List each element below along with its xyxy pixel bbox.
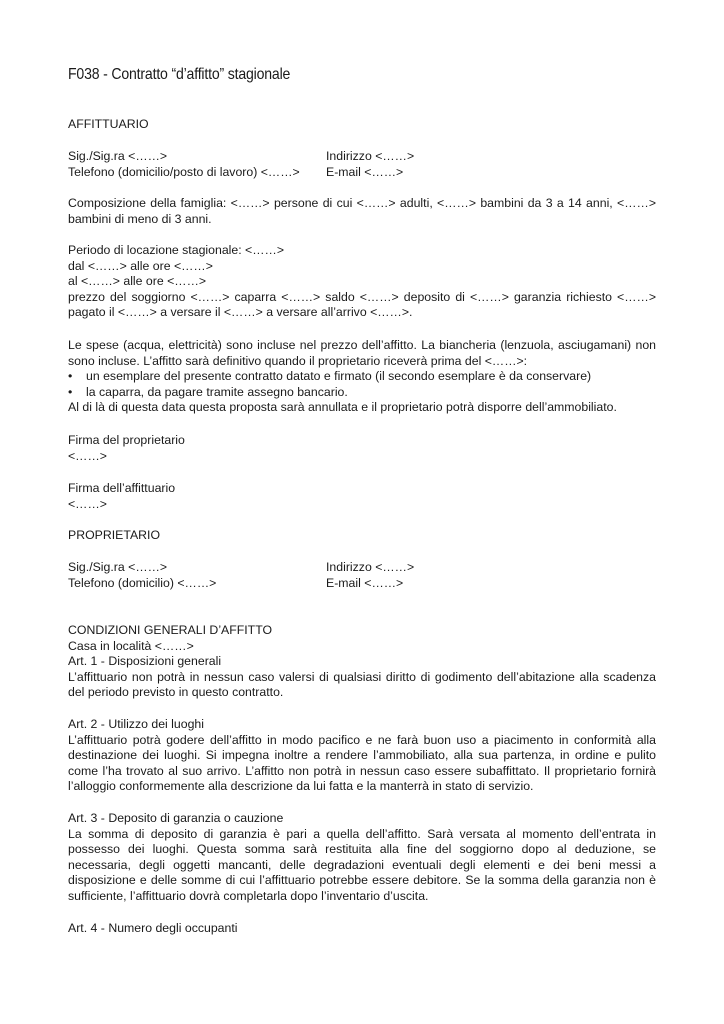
periodo-dal: dal <……> alle ore <……> (68, 258, 213, 273)
proprietario-indirizzo: Indirizzo <……> (326, 560, 415, 574)
firma-affittuario-label: Firma dell’affittuario (68, 481, 176, 495)
proprietario-contacts (68, 560, 656, 591)
affittuario-telefono: Telefono (domicilio/posto di lavoro) <……> (68, 164, 300, 179)
periodo-locazione: Periodo di locazione stagionale: <……> (68, 243, 285, 257)
affittuario-heading: AFFITTUARIO (68, 117, 149, 131)
proprietario-email: E-mail <……> (326, 575, 404, 590)
art2-block (68, 717, 656, 795)
proprietario-telefono: Telefono (domicilio) <……> (68, 575, 217, 590)
periodo-block (68, 243, 656, 321)
prezzo-soggiorno: prezzo del soggiorno <……> caparra <……> saldo <……> deposito di <……> garanzia richiesto <……> pagato il <……> a versare il <……> a versare all’arrivo <……>. (68, 289, 656, 320)
annullata-text: Al di là di questa data questa proposta sarà annullata e il proprietario potrà disporre dell’ammobiliato. (68, 400, 617, 415)
art3-block (68, 811, 656, 905)
art3-title: Art. 3 - Deposito di garanzia o cauzione (68, 811, 284, 825)
affittuario-contacts (68, 149, 656, 180)
list-item (68, 369, 656, 385)
art3-text: La somma di deposito di garanzia è pari a quella dell’affitto. Sarà versata al momento dell’entrata in possesso dei luoghi. Questa somma sarà restituita alla fine del soggiorno dopo al deduzione, se necessaria, degli oggetti mancanti, delle degradazioni eventuali degli elementi e dei beni messi a disposizione e delle somme di cui l’affittuario potrebbe essere debitore. Se la somma della garanzia non è sufficiente, l’affittuario dovrà completarla dopo l’inventario d’uscita. (68, 826, 656, 903)
art2-title: Art. 2 - Utilizzo dei luoghi (68, 717, 205, 731)
condizioni-block (68, 623, 656, 701)
bullet-text: la caparra, da pagare tramite assegno bancario. (86, 384, 348, 399)
art4-title: Art. 4 - Numero degli occupanti (68, 921, 238, 935)
affittuario-email: E-mail <……> (326, 164, 404, 179)
art1-title: Art. 1 - Disposizioni generali (68, 654, 222, 669)
spese-block (68, 338, 656, 416)
proprietario-sig: Sig./Sig.ra <……> (68, 560, 168, 574)
firma-proprietario-block (68, 433, 656, 464)
proprietario-heading: PROPRIETARIO (68, 528, 161, 542)
firma-affittuario-block (68, 481, 656, 512)
bullet-icon: • (68, 369, 73, 384)
affittuario-sig: Sig./Sig.ra <……> (68, 149, 168, 163)
list-item (68, 385, 656, 401)
composizione-famiglia: Composizione della famiglia: <……> persone di cui <……> adulti, <……> bambini da 3 a 14 anni, <……> bambini di meno di 3 anni. (68, 196, 656, 226)
spese-text: Le spese (acqua, elettricità) sono incluse nel prezzo dell’affitto. La biancheria (lenzuola, asciugamani) non sono incluse. L’affitto sarà definitivo quando il proprietario riceverà prima del <……>: (68, 338, 656, 368)
casa-localita: Casa in località <……> (68, 638, 194, 653)
condizioni-heading: CONDIZIONI GENERALI D’AFFITTO (68, 623, 273, 637)
art2-text: L’affittuario potrà godere dell’affitto in modo pacifico e ne farà buon uso a piacimento in conformità alla destinazione dei luoghi. Si impegna inoltre a rendere l’ammobiliato, alla sua partenza, in ordine e pulito come l’ha trovato al suo arrivo. L’affitto non potrà in nessun caso essere subaffittato. Il proprietario fornirà l’alloggio conformemente alla descrizione da lui fatta e la manterrà in stato di servizio. (68, 732, 656, 794)
bullet-text: un esemplare del presente contratto datato e firmato (il secondo esemplare è da conservare) (86, 369, 592, 384)
firma-proprietario-label: Firma del proprietario (68, 433, 185, 447)
bullet-icon: • (68, 384, 73, 399)
firma-affittuario-value: <……> (68, 496, 107, 511)
art1-text: L’affittuario non potrà in nessun caso valersi di qualsiasi diritto di godimento dell’abitazione alla scadenza del periodo previsto in questo contratto. (68, 669, 656, 700)
periodo-al: al <……> alle ore <……> (68, 274, 207, 289)
document-title: F038 - Contratto “d’affitto” stagionale (68, 66, 291, 83)
affittuario-indirizzo: Indirizzo <……> (326, 149, 415, 163)
firma-proprietario-value: <……> (68, 448, 107, 463)
